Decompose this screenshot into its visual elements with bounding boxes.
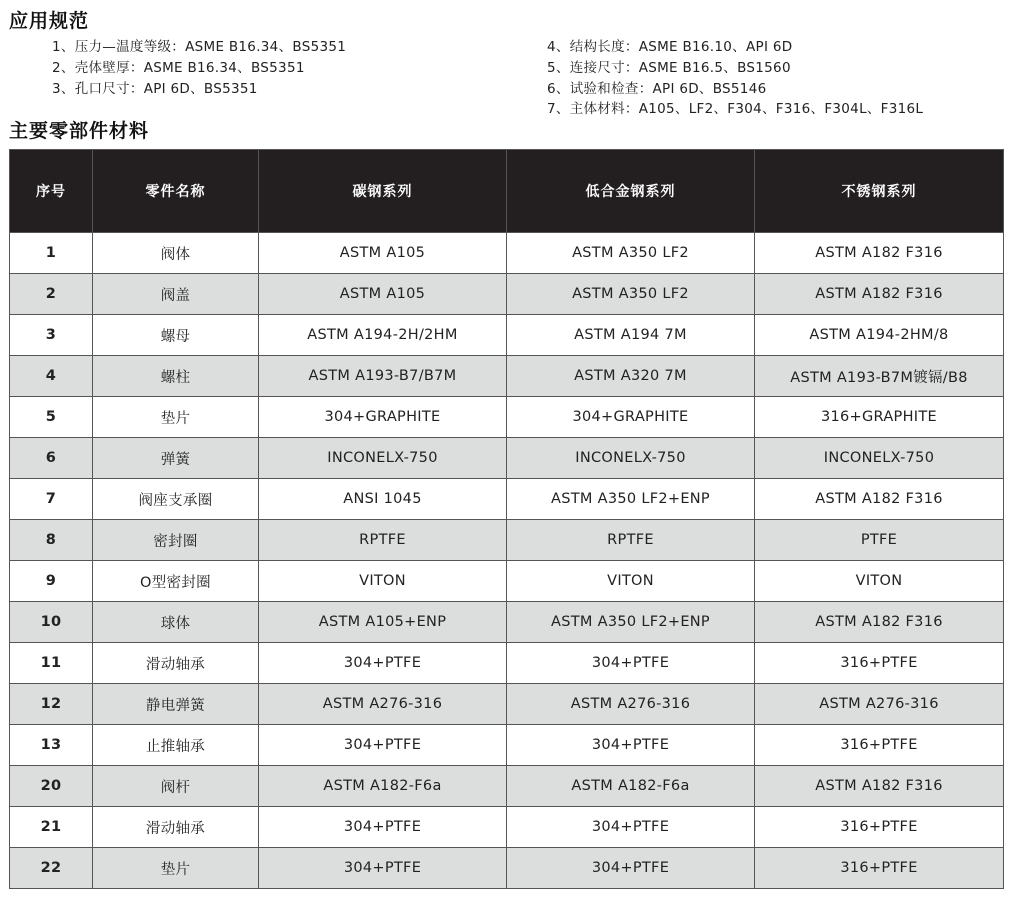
cell-low-alloy-steel: ASTM A182-F6a xyxy=(507,766,755,807)
cell-stainless-steel: 316+GRAPHITE xyxy=(755,397,1004,438)
cell-carbon-steel: 304+PTFE xyxy=(259,643,507,684)
cell-stainless-steel: 316+PTFE xyxy=(755,643,1004,684)
table-row xyxy=(10,479,1004,520)
cell-carbon-steel: 304+PTFE xyxy=(259,848,507,889)
material-section-title: 主要零部件材料 xyxy=(9,120,150,142)
cell-no: 13 xyxy=(10,725,93,766)
cell-carbon-steel: ASTM A105+ENP xyxy=(259,602,507,643)
table-row xyxy=(10,520,1004,561)
cell-carbon-steel: ASTM A276-316 xyxy=(259,684,507,725)
table-row xyxy=(10,684,1004,725)
cell-stainless-steel: 316+PTFE xyxy=(755,807,1004,848)
cell-no: 1 xyxy=(10,233,93,274)
spec-item: 5、连接尺寸：ASME B16.5、BS1560 xyxy=(547,59,791,76)
table-row xyxy=(10,602,1004,643)
cell-stainless-steel: ASTM A193-B7M镀镉/B8 xyxy=(755,356,1004,397)
spec-item: 6、试验和检查：API 6D、BS5146 xyxy=(547,80,767,97)
header-cell-low-alloy: 低合金钢系列 xyxy=(507,150,755,233)
cell-carbon-steel: 304+GRAPHITE xyxy=(259,397,507,438)
table-row xyxy=(10,315,1004,356)
cell-no: 11 xyxy=(10,643,93,684)
cell-part-name: 螺母 xyxy=(93,315,259,356)
cell-low-alloy-steel: 304+PTFE xyxy=(507,643,755,684)
table-row xyxy=(10,274,1004,315)
table-row xyxy=(10,561,1004,602)
cell-part-name: 弹簧 xyxy=(93,438,259,479)
table-row xyxy=(10,725,1004,766)
table-body xyxy=(10,233,1004,889)
materials-table xyxy=(9,149,1004,889)
cell-carbon-steel: ASTM A194-2H/2HM xyxy=(259,315,507,356)
cell-no: 5 xyxy=(10,397,93,438)
cell-stainless-steel: ASTM A194-2HM/8 xyxy=(755,315,1004,356)
table-row xyxy=(10,848,1004,889)
cell-stainless-steel: ASTM A276-316 xyxy=(755,684,1004,725)
table-row xyxy=(10,438,1004,479)
cell-low-alloy-steel: ASTM A350 LF2+ENP xyxy=(507,602,755,643)
cell-part-name: 滑动轴承 xyxy=(93,643,259,684)
header-cell-stainless: 不锈钢系列 xyxy=(755,150,1004,233)
cell-part-name: O型密封圈 xyxy=(93,561,259,602)
cell-stainless-steel: 316+PTFE xyxy=(755,725,1004,766)
cell-no: 12 xyxy=(10,684,93,725)
table-row xyxy=(10,766,1004,807)
cell-part-name: 球体 xyxy=(93,602,259,643)
cell-part-name: 静电弹簧 xyxy=(93,684,259,725)
cell-no: 3 xyxy=(10,315,93,356)
cell-carbon-steel: ASTM A193-B7/B7M xyxy=(259,356,507,397)
cell-no: 8 xyxy=(10,520,93,561)
cell-stainless-steel: ASTM A182 F316 xyxy=(755,602,1004,643)
cell-part-name: 垫片 xyxy=(93,397,259,438)
cell-no: 2 xyxy=(10,274,93,315)
cell-stainless-steel: VITON xyxy=(755,561,1004,602)
cell-stainless-steel: ASTM A182 F316 xyxy=(755,479,1004,520)
cell-part-name: 阀体 xyxy=(93,233,259,274)
cell-low-alloy-steel: RPTFE xyxy=(507,520,755,561)
cell-stainless-steel: 316+PTFE xyxy=(755,848,1004,889)
table-row xyxy=(10,807,1004,848)
cell-carbon-steel: 304+PTFE xyxy=(259,725,507,766)
spec-item: 3、孔口尺寸：API 6D、BS5351 xyxy=(52,80,258,97)
cell-low-alloy-steel: 304+PTFE xyxy=(507,848,755,889)
spec-list-left xyxy=(52,37,346,99)
cell-carbon-steel: ASTM A105 xyxy=(259,274,507,315)
cell-low-alloy-steel: VITON xyxy=(507,561,755,602)
cell-carbon-steel: INCONELX-750 xyxy=(259,438,507,479)
cell-low-alloy-steel: ASTM A194 7M xyxy=(507,315,755,356)
cell-stainless-steel: PTFE xyxy=(755,520,1004,561)
cell-stainless-steel: INCONELX-750 xyxy=(755,438,1004,479)
cell-carbon-steel: ANSI 1045 xyxy=(259,479,507,520)
cell-low-alloy-steel: ASTM A350 LF2 xyxy=(507,233,755,274)
header-cell-carbon: 碳钢系列 xyxy=(259,150,507,233)
cell-carbon-steel: RPTFE xyxy=(259,520,507,561)
table-row xyxy=(10,356,1004,397)
table-row xyxy=(10,233,1004,274)
cell-part-name: 滑动轴承 xyxy=(93,807,259,848)
cell-no: 6 xyxy=(10,438,93,479)
spec-item: 4、结构长度：ASME B16.10、API 6D xyxy=(547,39,793,55)
header-cell-part: 零件名称 xyxy=(93,150,259,233)
cell-no: 4 xyxy=(10,356,93,397)
cell-carbon-steel: ASTM A182-F6a xyxy=(259,766,507,807)
cell-low-alloy-steel: 304+GRAPHITE xyxy=(507,397,755,438)
cell-low-alloy-steel: 304+PTFE xyxy=(507,807,755,848)
cell-low-alloy-steel: ASTM A350 LF2+ENP xyxy=(507,479,755,520)
spec-item: 2、壳体壁厚：ASME B16.34、BS5351 xyxy=(52,59,305,76)
cell-stainless-steel: ASTM A182 F316 xyxy=(755,274,1004,315)
cell-no: 7 xyxy=(10,479,93,520)
table-header-row xyxy=(10,150,1004,233)
cell-no: 22 xyxy=(10,848,93,889)
cell-stainless-steel: ASTM A182 F316 xyxy=(755,766,1004,807)
cell-carbon-steel: 304+PTFE xyxy=(259,807,507,848)
cell-part-name: 阀座支承圈 xyxy=(93,479,259,520)
cell-no: 10 xyxy=(10,602,93,643)
cell-part-name: 阀盖 xyxy=(93,274,259,315)
cell-low-alloy-steel: ASTM A350 LF2 xyxy=(507,274,755,315)
cell-part-name: 阀杆 xyxy=(93,766,259,807)
cell-low-alloy-steel: ASTM A276-316 xyxy=(507,684,755,725)
cell-no: 20 xyxy=(10,766,93,807)
cell-low-alloy-steel: 304+PTFE xyxy=(507,725,755,766)
cell-part-name: 螺柱 xyxy=(93,356,259,397)
spec-list-right xyxy=(547,37,923,120)
cell-no: 9 xyxy=(10,561,93,602)
cell-part-name: 密封圈 xyxy=(93,520,259,561)
cell-low-alloy-steel: ASTM A320 7M xyxy=(507,356,755,397)
spec-item: 1、压力—温度等级：ASME B16.34、BS5351 xyxy=(52,39,347,55)
header-cell-no: 序号 xyxy=(10,150,93,233)
cell-no: 21 xyxy=(10,807,93,848)
spec-section-title: 应用规范 xyxy=(9,10,90,32)
cell-part-name: 垫片 xyxy=(93,848,259,889)
table-row xyxy=(10,397,1004,438)
cell-part-name: 止推轴承 xyxy=(93,725,259,766)
spec-item: 7、主体材料：A105、LF2、F304、F316、F304L、F316L xyxy=(547,101,924,118)
cell-carbon-steel: VITON xyxy=(259,561,507,602)
cell-low-alloy-steel: INCONELX-750 xyxy=(507,438,755,479)
cell-carbon-steel: ASTM A105 xyxy=(259,233,507,274)
cell-stainless-steel: ASTM A182 F316 xyxy=(755,233,1004,274)
table-row xyxy=(10,643,1004,684)
